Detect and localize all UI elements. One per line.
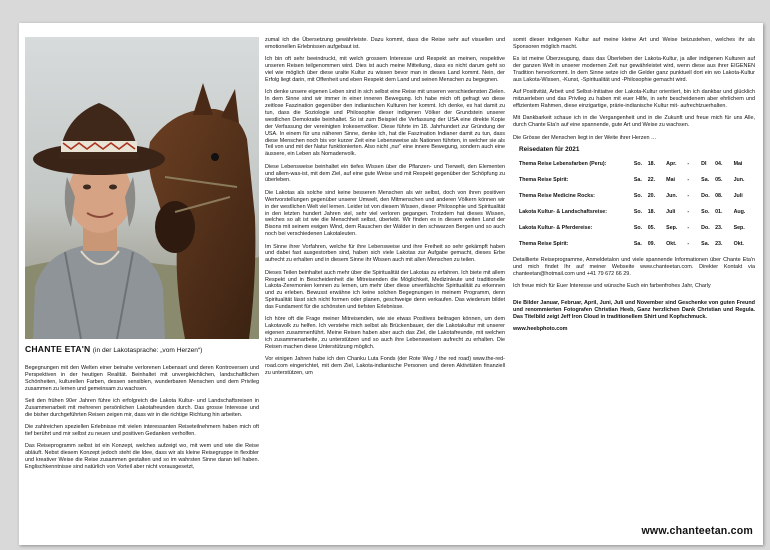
trip-name: Lakota Kultur- & Pferdereise: <box>519 225 593 232</box>
caption-name: CHANTE ETA'N <box>25 344 91 354</box>
end-day: 01. <box>715 209 723 216</box>
schedule-row <box>519 225 755 241</box>
end-weekday: So. <box>701 209 710 216</box>
schedule-row <box>519 177 755 193</box>
end-month: Juli <box>733 193 743 200</box>
end-weekday: Sa. <box>701 241 710 248</box>
end-month: Mai <box>733 161 743 168</box>
photo-caption <box>25 344 259 356</box>
end-day: 23. <box>715 225 723 232</box>
start-day: 05. <box>647 225 656 232</box>
start-day: 09. <box>647 241 656 248</box>
paragraph: Diese Lebensweise beinhaltet ein tiefes Wissen über die Pflanzen- und Tierwelt, den Elementen und allem-was-ist, mit dem Ziel, auf eine gute Weise und mit Respekt gegenüber der Schöpfung zu überleben. <box>265 163 505 184</box>
paragraph: Seit den frühen 90er Jahren führe ich erfolgreich die Lakota Kultur- und Landschaftsreisen in Zusammenarbeit mit mehreren persönlichen Lakotafreunden durch. Das grosse Interesse und die bisher durchgeführten Reisen zeigen mir, dass wir in die richtige Richtung hin arbeiten. <box>25 398 259 418</box>
end-day: 23. <box>715 241 723 248</box>
end-month: Aug. <box>733 209 746 216</box>
start-weekday: Sa. <box>633 177 642 184</box>
paragraph: Detaillierte Reiseprogramme, Anmeldetalon und viele spannende Informationen über Chante Eta'n und mich findet Ihr auf meiner Webseite www.chanteetan.com. Direkter Kontakt via chanteetan@hotmail.com und +41 79 672 66 29. <box>513 257 755 278</box>
start-month: Sep. <box>666 225 678 232</box>
end-day: 05. <box>715 177 723 184</box>
schedule-title: Reisedaten für 2021 <box>519 146 580 154</box>
column-left <box>25 37 259 476</box>
paragraph: Ich denke unsere eigenen Leben sind in sich selbst eine Reise mit unseren verschiedensten Zielen. In dem Sinne sind wir immer in einer inneren Bewegung. Ich habe mich oft gefragt wo diese zeitlose Faszination gegenüber den indianischen Kulturen her kommt. Ich denke, es hat damit zu tun, dass die Soziologie und Philosophie dieser indigenen Völker der Grundstein unserer westlichen Demokratie beinhaltet. So ist zum Beispiel die Verfassung der USA eine direkte Kopie der Verfassung der vereinigten Irokesenvölker. Diese führte im 18. Jahrhundert zur Gründung der USA. In einem für uns näheren Sinne, denke ich, hat die Faszination Indianer damit zu tun, dass diese Menschen noch bis vor kurzer Zeit eine Lebensweise als Nationen führten, in welcher sie als Teil von und mit der Natur funktionierten. Also nicht „nur“ eine innere Bewegung, sondern auch eine äussere, ein Leben als Nomadenvolk. <box>265 89 505 158</box>
schedule-row <box>519 193 755 209</box>
paragraph: Ich höre oft die Frage meiner Mitreisenden, wie sie etwas Positives beitragen können, um dem Lakotavolk zu helfen. Ich verstehe mich selbst als Brückenbauer, der die Lakotakultur mit unserer eigenen zusammenführt. Meine Reisen haben aber auch das Ziel, die Lakotafreunde, mit welchen ich zusammenarbeite, zu unterstützen und so auch ihre Lebensweisen aufrecht zu erhalten. Die Reisen machen diese Unterstützung möglich. <box>265 316 505 351</box>
start-weekday: So. <box>633 225 643 232</box>
paragraph: Ich bin oft sehr beeindruckt, mit welch grossem Interesse und Respekt an meinen, respektive unseren Reisen teilgenommen wird. Dies ist auch meine Mitteilung, dass es nicht darum geht so viel wie möglich über diese uralte Kultur zu wissen bevor man in dieses Land kommt. Nein, der Erfolg liegt darin, mit Offenheit und eben Respekt dem Land und seinen Menschen zu begegnen. <box>265 56 505 83</box>
schedule-row <box>519 209 755 225</box>
end-day: 08. <box>715 193 723 200</box>
trip-name: Lakota Kultur- & Landschaftsreise: <box>519 209 608 216</box>
brochure-page <box>19 23 763 545</box>
paragraph: Das Reiseprogramm selbst ist ein Konzept, welches aufzeigt wo, mit wem und wie die Reise abläuft. Nebst diesem Konzept jedoch steht die Idee, dass wir als kleine Reisegruppe in flexibler und kreativer Weise die Reise zusammen gestalten und so im wahrsten Sinne daran teil haben. Englischkenntnisse sind natürlich von Vorteil aber nicht vorausgesetzt, <box>25 443 259 471</box>
start-month: Okt. <box>666 241 677 248</box>
date-separator: - <box>687 193 690 200</box>
end-weekday: Do. <box>701 193 710 200</box>
link-text[interactable]: www.heebphoto.com <box>513 326 568 333</box>
start-day: 18. <box>647 161 656 168</box>
end-weekday: Do. <box>701 225 710 232</box>
paragraph: Die Bilder Januar, Februar, April, Juni, Juli und November sind Geschenke von guten Freund und renommierten Fotografen Christian Heeb, Ganz herzlichen Dank Christian und Regula. Das Titelbild zeigt Jeff Iron Cloud in traditionellem Shirt und Kopfschmuck. <box>513 300 755 321</box>
column-middle <box>265 37 505 382</box>
date-separator: - <box>687 161 690 168</box>
caption-subtitle: (in der Lakotasprache: „vom Herzen“) <box>92 347 203 354</box>
start-weekday: So. <box>633 161 643 168</box>
paragraph: Im Sinne ihrer Vorfahren, welche für ihre Lebensweise und ihre Freiheit so sehr gekämpft haben und dabei fast ausgestorben sind, haben sich viele Lakotas zur Aufgabe gemacht, dieses Erbe aufrecht zu erhalten und in diesem Sinne ihr Wissen auch mit allen Menschen zu teilen. <box>265 243 505 264</box>
paragraph: Die Grösse der Menschen liegt in der Weite ihrer Herzen … <box>513 134 657 141</box>
paragraph: Vor einigen Jahren habe ich den Chanku Luta Fonds (der Rote Weg / the red road) www.the-red-road.com eingerichtet, mit dem Ziel, Lakota-indianische Personen und deren Aktivitäten finanziell zu unterstützen, um <box>265 356 505 377</box>
paragraph: somit dieser indigenen Kultur auf meine kleine Art und Weise beizustehen, welches ihr als Sponsoren möglich macht. <box>513 37 755 50</box>
trip-name: Thema Reise Spirit: <box>519 241 569 248</box>
schedule-table <box>519 161 755 257</box>
date-separator: - <box>687 225 690 232</box>
paragraph: Dieses Teilen beinhaltet auch mehr über die Spiritualität der Lakotas zu erfahren. Ich biete mit allem Respekt und in Bescheidenheit die Mitreisenden die Möglichkeit, Medizinleute und traditionelle Lakota-Zeremonien kennen zu lernen, um mehr über diese unverfälschte Spiritualität zu erkennen und zu erleben. Bewusst erwähne ich keine solchen Begegnungen in meinem Programm, denn Spiritualität lässt sich nicht formen oder planen, geschweige denn verkaufen. Das wiederum bildet das Fundament für die schönsten und tiefsten Erlebnisse. <box>265 269 505 311</box>
column-right <box>513 37 755 339</box>
start-weekday: So. <box>633 209 643 216</box>
paragraph: Ich freue mich für Euer Interesse und wünsche Euch ein farbenfrohes Jahr, Charly <box>513 283 711 290</box>
schedule-row <box>519 161 755 177</box>
date-separator: - <box>687 209 690 216</box>
paragraph: Mit Dankbarkeit schaue ich in die Vergangenheit und in die Zukunft und freue mich für uns Alle, durch Chante Eta'n auf eine spannende, gute Art und Weise zu wachsen. <box>513 115 755 129</box>
end-month: Okt. <box>733 241 744 248</box>
trip-name: Thema Reise Medicine Rocks: <box>519 193 595 200</box>
end-month: Jun. <box>733 177 745 184</box>
paragraph: Begegnungen mit den Welten einer beinahe verlorenen Lebensart und deren Kontroversen und Perspektiven in der heutigen Realität. Beinhaltet mit unvergleichlichen, landschaftlichen Schönheiten, kulturellen Farben, dessen sensiblen, wunderbaren Menschen und dem Privileg zusammen zu lernen und gemeinsam zu wachsen. <box>25 365 259 392</box>
start-month: Mai <box>666 177 675 184</box>
paragraph: Es ist meine Überzeugung, dass das Überleben der Lakota-Kultur, ja aller indigenen Kulturen auf der ganzen Welt in unserer modernen Zeit nur gewährleistet wird, wenn diese aus ihrer EIGENEN Tradition hervorkommt. In dem Sinne setze ich die Gelder ganz punktuell dort ein wo Lakota-Kultur aus Lakota-Wissen, -Kunst, -Spiritualität und -Philosophie gemacht wird. <box>513 56 755 83</box>
paragraph: zumal ich die Übersetzung gewährleiste. Dazu kommt, dass die Reise sehr auf visuellen und emotionellen Erlebnissen aufgebaut ist. <box>265 37 505 50</box>
trip-name: Thema Reise Spirit: <box>519 177 569 184</box>
start-weekday: So. <box>633 193 643 200</box>
paragraph: Die Lakotas als solche sind keine besseren Menschen als wir selbst, doch von ihren positiven Wertvorstellungen gegenüber unserer Umwelt, den Mitmenschen und anderen Völkern können wir in der westlichen Welt viel lernen. Leider ist von diesem Wissen, dieser Philosophie und Spiritualität in den letzten hundert Jahren viel, sehr viel verloren gegangen. Trotzdem hat dieses Wissen, welches so alt ist wie die Menschheit selbst, überlebt. Wir finden es in diesem weiten Land der Bisons mit seinem ewigen Wind, dem Rauschen der Wälder in den schwarzen Bergen und so auch noch bei verschiedenen Lakotaleuten. <box>265 189 505 238</box>
website-link[interactable]: www.chanteetan.com <box>641 525 753 537</box>
end-month: Sep. <box>733 225 745 232</box>
trip-name: Thema Reise Lebensfarben (Peru): <box>519 161 607 168</box>
end-weekday: Sa. <box>701 177 710 184</box>
start-month: Apr. <box>666 161 677 168</box>
photo-illustration <box>25 37 259 339</box>
start-day: 20. <box>647 193 656 200</box>
end-weekday: DI <box>701 161 707 168</box>
date-separator: - <box>687 241 690 248</box>
start-month: Juli <box>666 209 676 216</box>
start-weekday: Sa. <box>633 241 642 248</box>
start-month: Jun. <box>666 193 678 200</box>
end-day: 04. <box>715 161 723 168</box>
paragraph: Die zahlreichen speziellen Erlebnisse mit vielen interessanten Reiseteilnehmern haben mich oft tief berührt und mir selbst zu neuen und positiven Gedanken verholfen. <box>25 424 259 438</box>
portrait-photo <box>25 37 259 339</box>
date-separator: - <box>687 177 690 184</box>
start-day: 22. <box>647 177 656 184</box>
paragraph: Auf Positivität, Arbeit und Selbst-Initiative der Lakota-Kultur orientiert, bin ich dankbar und glücklich mitzuerleben und das Privileg zu haben mit euer Hilfe, in sehr bescheidenem aber ehrlichem und effizientem Rahmen, diese einzigartige, prärie-indianische Kultur mit- aufrechtzuerhalten. <box>513 89 755 110</box>
schedule-row <box>519 241 755 257</box>
start-day: 18. <box>647 209 656 216</box>
